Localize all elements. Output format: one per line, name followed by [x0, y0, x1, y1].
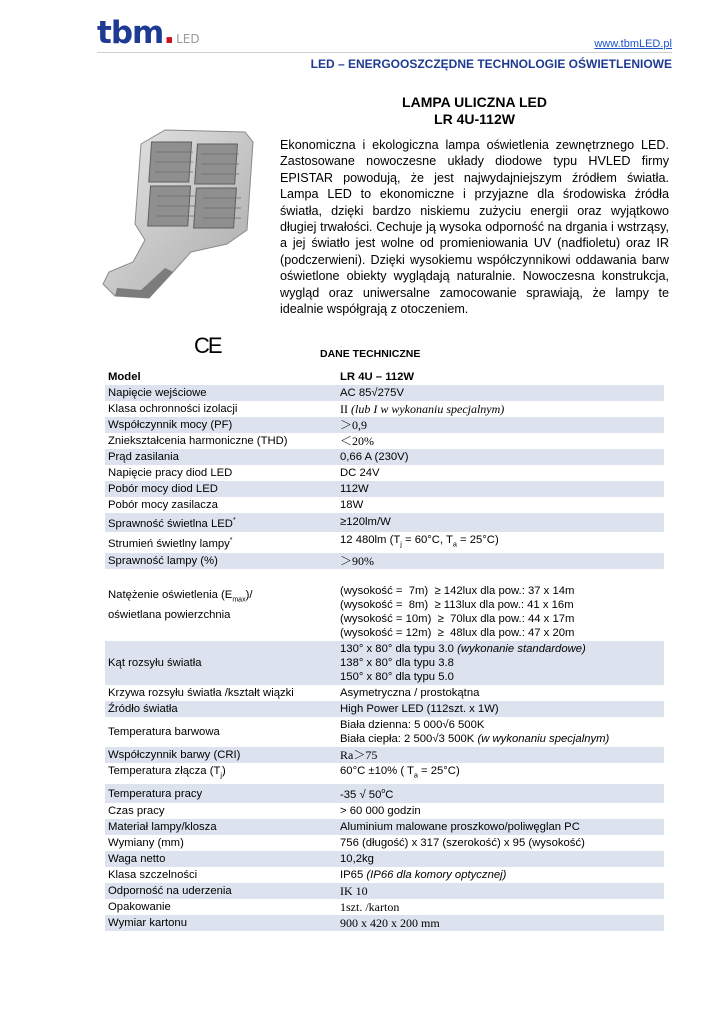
ce-mark-icon: CE — [194, 333, 221, 358]
tagline: LED – ENERGOOSZCZĘDNE TECHNOLOGIE OŚWIETLENIOWE — [310, 57, 672, 71]
table-row — [105, 784, 664, 803]
spec-label: Strumień świetlny lampy* — [108, 537, 233, 550]
table-row — [105, 417, 664, 433]
table-row — [105, 369, 664, 385]
table-row — [105, 481, 664, 497]
table-row — [105, 401, 664, 417]
table-row — [105, 685, 664, 701]
website-link[interactable]: www.tbmLED.pl — [594, 38, 672, 50]
spec-label: Sprawność świetlna LED* — [105, 513, 337, 532]
spec-value: 0,66 A (230V) — [337, 449, 664, 465]
table-row — [105, 763, 664, 784]
spec-label: Źródło światła — [105, 701, 337, 717]
spec-value: 1szt. /karton — [340, 900, 400, 915]
spec-value: Asymetryczna / prostokątna — [340, 687, 480, 700]
spec-label: Natężenie oświetlenia $(E_{max})/$ oświetlana powierzchnia — [108, 589, 253, 621]
table-row — [105, 717, 664, 747]
spec-value: II (lub I w wykonaniu specjalnym) — [340, 402, 505, 416]
spec-value: -35 √ 50$^o$C — [337, 784, 664, 803]
spec-label: Pobór mocy diod LED — [105, 481, 337, 497]
specs-title: DANE TECHNICZNE — [320, 348, 421, 360]
table-row — [105, 899, 664, 915]
spec-label: Pobór mocy zasilacza — [108, 499, 218, 511]
spec-label: Napięcie pracy diod LED — [108, 467, 233, 479]
spec-label: Współczynnik barwy (CRI) — [105, 747, 337, 763]
spec-value: DC 24V — [340, 467, 380, 479]
spec-value: ＜20% — [340, 434, 374, 448]
spec-value: 60°C ±10% ( $T_a = 25^\circ C$) — [340, 765, 460, 780]
table-row — [105, 747, 664, 763]
spec-label: Waga netto — [105, 851, 337, 867]
product-title: LAMPA ULICZNA LED — [402, 94, 547, 110]
spec-label: Zniekształcenia harmoniczne (THD) — [108, 435, 288, 447]
street-lamp-image — [95, 122, 265, 302]
spec-value: 112W — [337, 481, 664, 497]
spec-label: Model — [108, 371, 141, 383]
spec-label: Czas pracy — [108, 805, 165, 818]
company-logo: tbm. LED — [97, 15, 200, 51]
spec-value: Biała dzienna: 5 000√6 500K Biała ciepła: 2 500√3 500K (w wykonaniu specjalnym) — [340, 719, 610, 746]
spec-label: Materiał lampy/klosza — [105, 819, 337, 835]
table-row — [105, 883, 664, 899]
spec-label: Kąt rozsyłu światła — [105, 641, 337, 685]
table-row — [105, 641, 664, 685]
table-row — [105, 465, 664, 481]
specs-table — [105, 369, 664, 931]
spec-label: Odporność na uderzenia — [105, 883, 337, 899]
table-row — [105, 433, 664, 449]
spec-value: 12 480lm ($T_j = 60^\circ C$, $T_a = 25^\circ C$) — [340, 533, 499, 549]
spec-label: Temperatura barwowa — [108, 726, 220, 739]
spec-value: 10,2kg — [337, 851, 664, 867]
table-row — [105, 835, 664, 851]
table-row — [105, 851, 664, 867]
table-row — [105, 819, 664, 835]
table-row — [105, 803, 664, 819]
spec-value: Ra＞75 — [337, 747, 664, 763]
spec-label: Wymiar kartonu — [105, 915, 337, 931]
spec-value: ＞0,9 — [337, 417, 664, 433]
spec-label: Współczynnik mocy (PF) — [105, 417, 337, 433]
spec-label: Napięcie wejściowe — [105, 385, 337, 401]
spec-value: Aluminium malowane proszkowo/poliwęglan PC — [337, 819, 664, 835]
table-row — [105, 532, 664, 553]
spec-label: Sprawność lampy (%) — [105, 553, 337, 569]
spec-value: AC 85√275V — [337, 385, 664, 401]
header-divider — [97, 52, 672, 53]
product-model: LR 4U-112W — [434, 111, 515, 127]
spec-label: Klasa szczelności — [108, 869, 198, 882]
spec-value: High Power LED (112szt. x 1W) — [337, 701, 664, 717]
spec-value: LR 4U – 112W — [340, 371, 415, 383]
product-description: Ekonomiczna i ekologiczna lampa oświetlenia zewnętrznego LED. Zastosowane nowoczesne układy diodowe typu HVLED firmy EPISTAR powodują, że jest najwydajniejszym źródłem światła. Lampa LED to ekonomiczne i przyjazne dla środowiska źródła światła, dzięki bardzo niskiemu zużyciu energii oraz wyjątkowo długiej trwałości. Cechuje ją wysoka odporność na drgania i wstrząsy, a jej światło jest wolne od promieniowania UV (nadfioletu) oraz IR (podczerwieni). Dzięki wysokiemu współczynnikowi oddawania barw oświetlone obiekty wyglądają naturalnie. Nowoczesna konstrukcja, wygląd oraz uniwersalne zamocowanie sprawiają, że lampy te idealnie współgrają z otoczeniem. — [280, 138, 669, 317]
spec-value: 756 (długość) x 317 (szerokość) x 95 (wysokość) — [340, 837, 585, 850]
table-row — [105, 513, 664, 532]
table-row — [105, 569, 664, 641]
spec-label: Wymiany (mm) — [108, 837, 184, 850]
spec-value: ＞90% — [337, 553, 664, 569]
spec-label: Temperatura złącza $(T_j)$ — [108, 765, 226, 780]
table-row — [105, 867, 664, 883]
spec-value: IP65 (IP66 dla komory optycznej) — [340, 869, 507, 882]
spec-label: Prąd zasilania — [105, 449, 337, 465]
spec-value: 18W — [340, 499, 364, 511]
spec-value: (wysokość = 7m) ≥ 142lux dla pow.: 37 x 14m (wysokość = 8m) ≥ 113lux dla pow.: 41 x 16m (wysokość = 10m) ≥ 70lux dla pow.: 44 x 17m (wysokość = 12m) ≥ 48lux dla pow.: 47 x 20m — [340, 585, 575, 640]
spec-value: 130° x 80° dla typu 3.0 (wykonanie standardowe) 138° x 80° dla typu 3.8 150° x 80° dla typu 5.0 — [337, 641, 664, 685]
spec-label: Klasa ochronności izolacji — [108, 403, 238, 415]
spec-value: ≥120lm/W — [337, 513, 664, 532]
table-row — [105, 385, 664, 401]
spec-value: > 60 000 godzin — [340, 805, 421, 818]
table-row — [105, 701, 664, 717]
table-row — [105, 449, 664, 465]
spec-label: Temperatura pracy — [105, 784, 337, 803]
spec-value: IK 10 — [337, 883, 664, 899]
spec-label: Opakowanie — [108, 901, 171, 914]
spec-label: Krzywa rozsyłu światła /kształt wiązki — [108, 687, 294, 700]
table-row — [105, 553, 664, 569]
table-row — [105, 915, 664, 931]
table-row — [105, 497, 664, 513]
spec-value: 900 x 420 x 200 mm — [337, 915, 664, 931]
